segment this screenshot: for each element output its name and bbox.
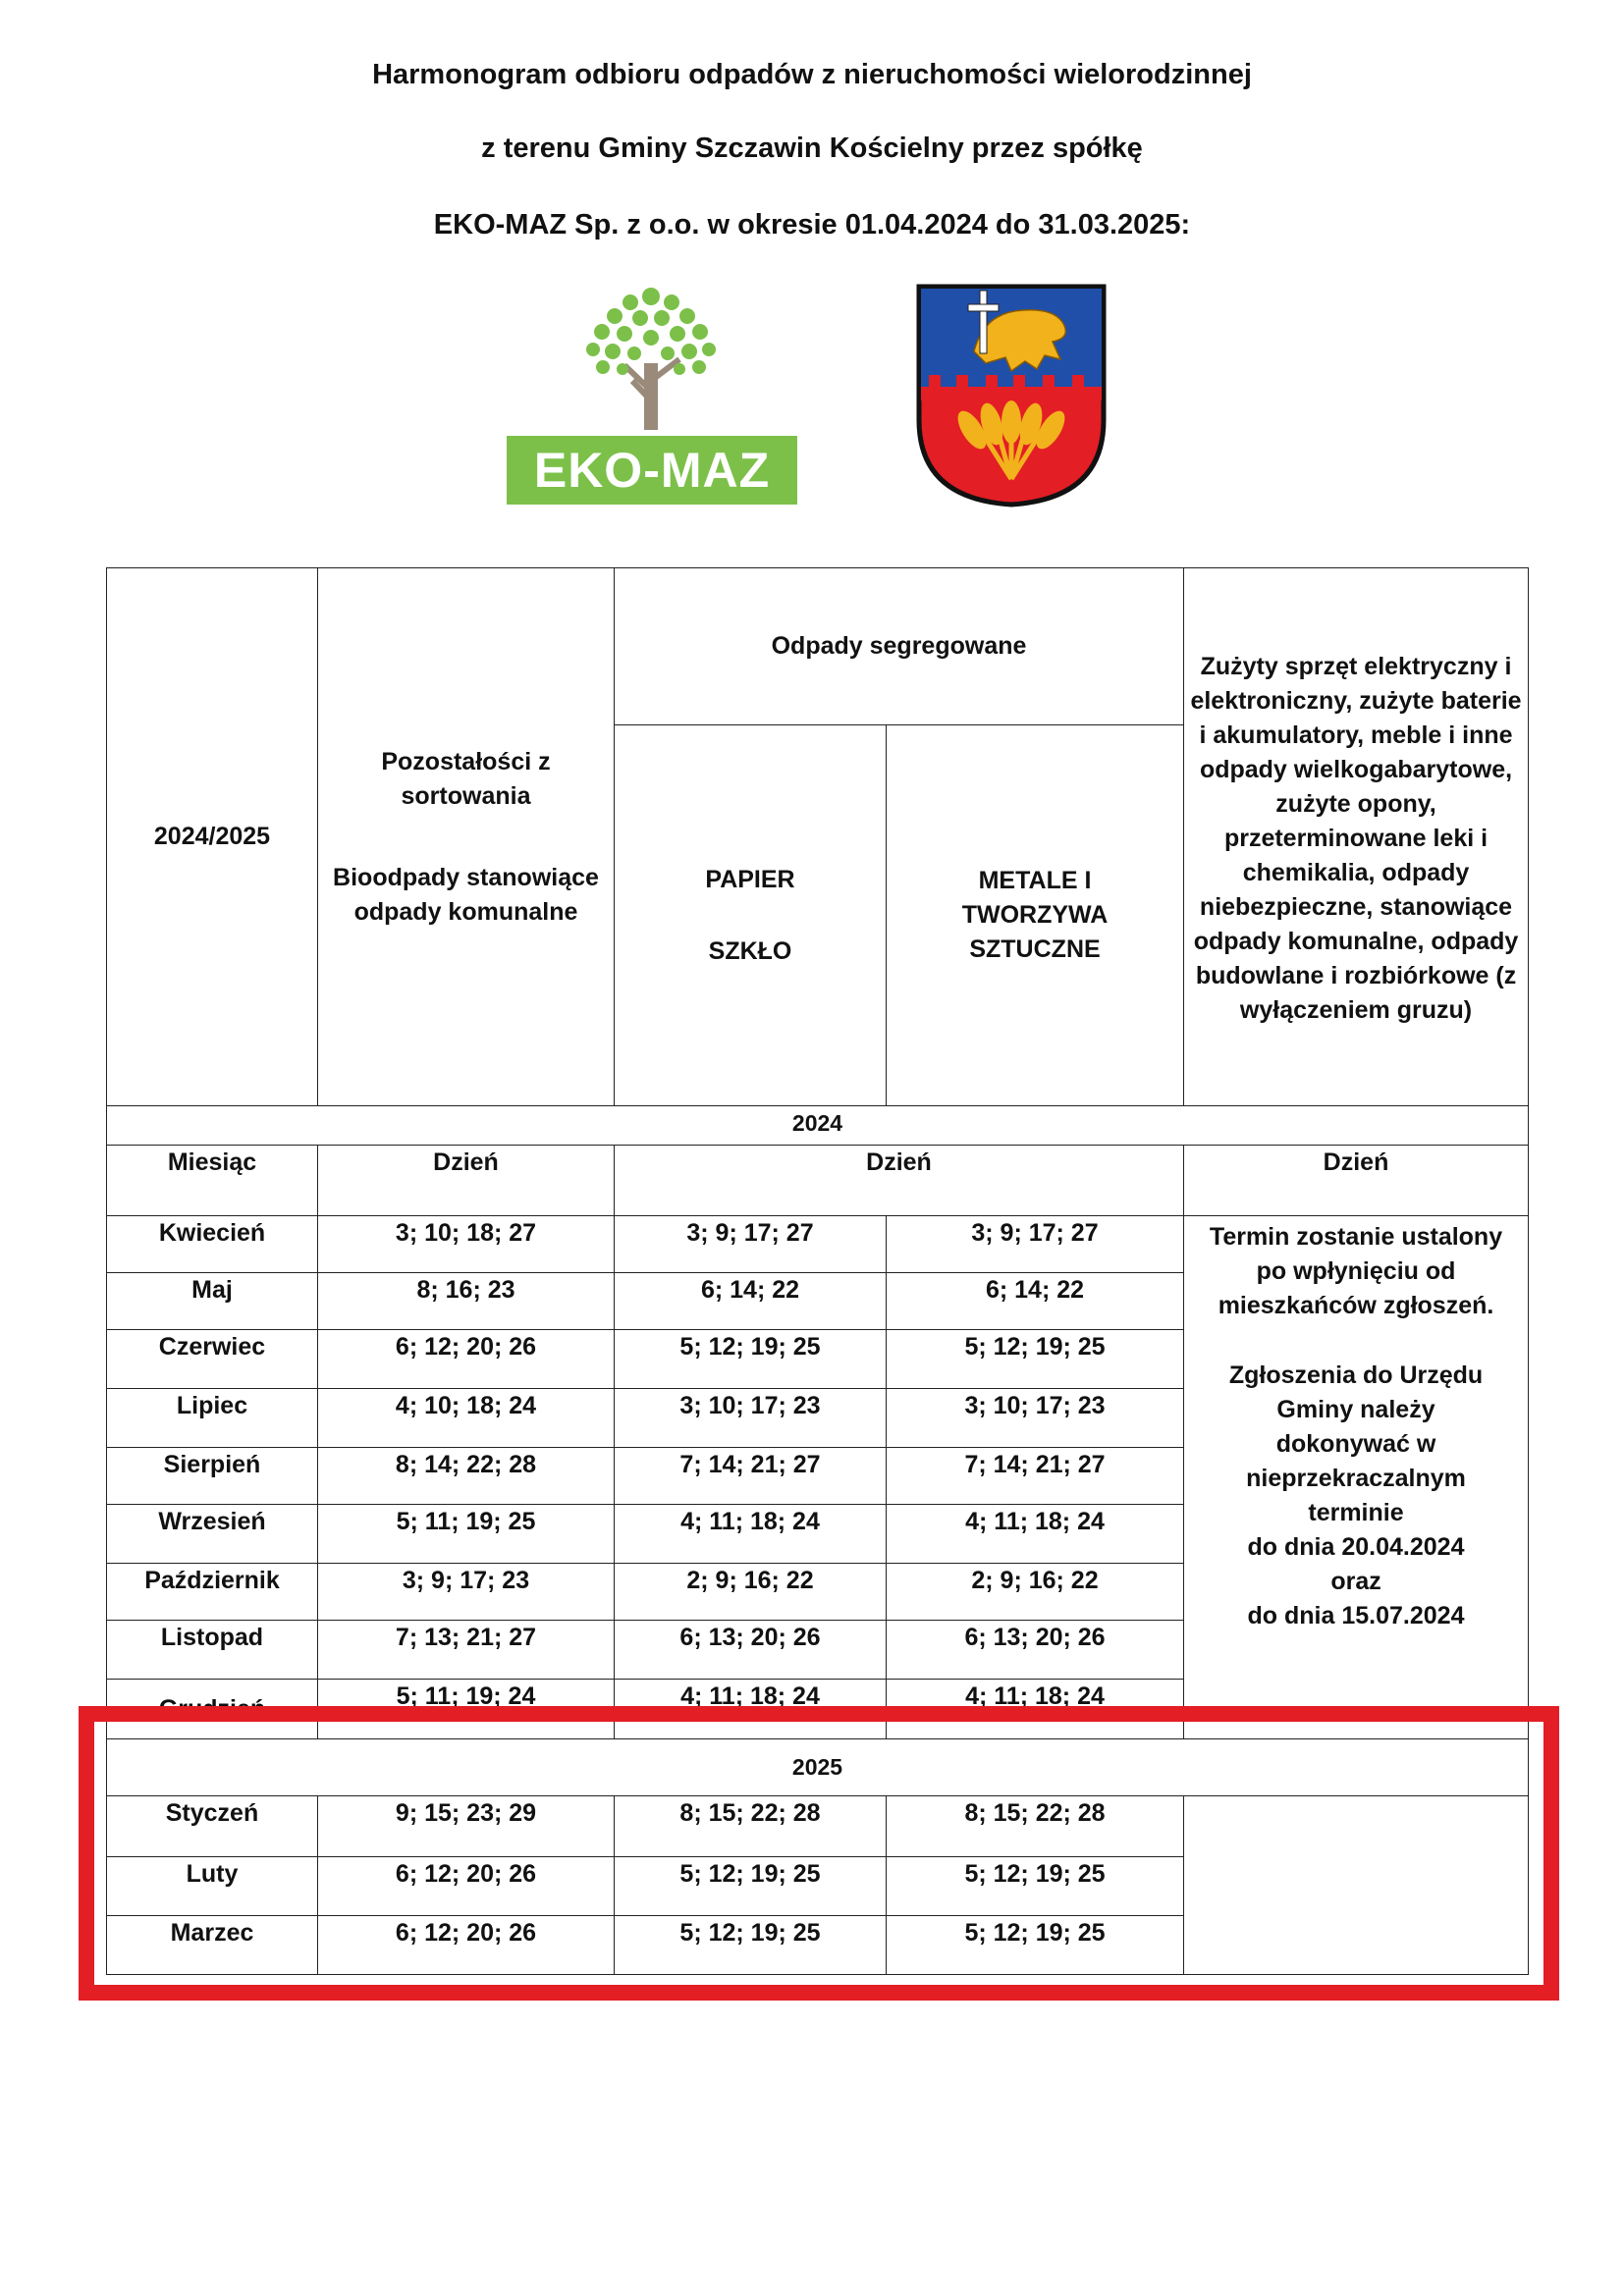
residual-days-cell: 8; 16; 23: [318, 1273, 615, 1330]
paper-glass-days-cell: 5; 12; 19; 25: [615, 1330, 887, 1389]
month-cell: Lipiec: [107, 1389, 318, 1448]
month-cell: Październik: [107, 1564, 318, 1621]
residual-days-cell: 9; 15; 23; 29: [318, 1796, 615, 1857]
paper-glass-days-cell: 6; 14; 22: [615, 1273, 887, 1330]
table-row: [107, 1216, 1529, 1273]
metals-days-cell: 5; 12; 19; 25: [887, 1857, 1184, 1916]
paper-glass-days-cell: 3; 9; 17; 27: [615, 1216, 887, 1273]
month-cell: Marzec: [107, 1916, 318, 1975]
paper-glass-days-cell: 8; 15; 22; 28: [615, 1796, 887, 1857]
year-2025-row: 2025: [107, 1739, 1529, 1796]
month-cell: Grudzień: [107, 1680, 318, 1739]
title-line-1: Harmonogram odbioru odpadów z nieruchomości wielorodzinnej: [372, 59, 1252, 90]
paper-glass-days-cell: 3; 10; 17; 23: [615, 1389, 887, 1448]
month-cell: Czerwiec: [107, 1330, 318, 1389]
month-cell: Maj: [107, 1273, 318, 1330]
glass-header: SZKŁO: [708, 936, 792, 965]
paper-glass-days-cell: 5; 12; 19; 25: [615, 1916, 887, 1975]
paper-header: PAPIER: [705, 865, 795, 893]
month-header: Miesiąc: [107, 1146, 318, 1216]
metals-days-cell: 4; 11; 18; 24: [887, 1680, 1184, 1739]
bio-header: Bioodpady stanowiące odpady komunalne: [333, 863, 599, 926]
metals-days-cell: 6; 13; 20; 26: [887, 1621, 1184, 1680]
residual-days-cell: 8; 14; 22; 28: [318, 1448, 615, 1505]
day-header-1: Dzień: [318, 1146, 615, 1216]
month-cell: Listopad: [107, 1621, 318, 1680]
period-header: 2024/2025: [107, 568, 318, 1106]
metals-days-cell: 6; 14; 22: [887, 1273, 1184, 1330]
residual-days-cell: 7; 13; 21; 27: [318, 1621, 615, 1680]
paper-glass-days-cell: 2; 9; 16; 22: [615, 1564, 887, 1621]
empty-note-cell: [1184, 1796, 1529, 1975]
metals-plastics-header: METALE I TWORZYWA SZTUCZNE: [887, 725, 1184, 1106]
metals-days-cell: 7; 14; 21; 27: [887, 1448, 1184, 1505]
residual-days-cell: 5; 11; 19; 25: [318, 1505, 615, 1564]
year-2024-row: 2024: [107, 1106, 1529, 1146]
residual-days-cell: 3; 10; 18; 27: [318, 1216, 615, 1273]
month-cell: Kwiecień: [107, 1216, 318, 1273]
day-header-2: Dzień: [615, 1146, 1184, 1216]
paper-glass-days-cell: 6; 13; 20; 26: [615, 1621, 887, 1680]
note-deadline-1: do dnia 20.04.2024: [1247, 1533, 1465, 1561]
note-deadline-2: do dnia 15.07.2024: [1247, 1602, 1465, 1629]
metals-days-cell: 8; 15; 22; 28: [887, 1796, 1184, 1857]
residual-days-cell: 6; 12; 20; 26: [318, 1857, 615, 1916]
month-cell: Wrzesień: [107, 1505, 318, 1564]
bulky-note-cell: [1184, 1216, 1529, 1739]
eko-maz-brand-text: EKO-MAZ: [507, 436, 797, 505]
title-line-3: EKO-MAZ Sp. z o.o. w okresie 01.04.2024 do 31.03.2025:: [433, 209, 1191, 240]
metals-days-cell: 3; 10; 17; 23: [887, 1389, 1184, 1448]
paper-glass-days-cell: 7; 14; 21; 27: [615, 1448, 887, 1505]
title-line-2: z terenu Gminy Szczawin Kościelny przez spółkę: [481, 133, 1143, 164]
collection-schedule-table: [106, 567, 1529, 1975]
metals-days-cell: 5; 12; 19; 25: [887, 1330, 1184, 1389]
paper-glass-header: [615, 725, 887, 1106]
residual-days-cell: 6; 12; 20; 26: [318, 1916, 615, 1975]
table-row: [107, 1796, 1529, 1857]
paper-glass-days-cell: 4; 11; 18; 24: [615, 1680, 887, 1739]
month-cell: Luty: [107, 1857, 318, 1916]
eko-maz-logo: [507, 283, 797, 505]
tree-icon: [507, 283, 797, 436]
note-paragraph-2: Zgłoszenia do Urzędu Gminy należy dokonywać w nieprzekraczalnym terminie: [1228, 1362, 1484, 1526]
residual-bio-header: [318, 568, 615, 1106]
metals-days-cell: 4; 11; 18; 24: [887, 1505, 1184, 1564]
residual-days-cell: 6; 12; 20; 26: [318, 1330, 615, 1389]
coat-of-arms-emblem: [915, 283, 1108, 508]
metals-days-cell: 3; 9; 17; 27: [887, 1216, 1184, 1273]
month-cell: Styczeń: [107, 1796, 318, 1857]
residual-days-cell: 3; 9; 17; 23: [318, 1564, 615, 1621]
note-paragraph-1: Termin zostanie ustalony po wpłynięciu od mieszkańców zgłoszeń.: [1209, 1223, 1503, 1319]
segregated-header: Odpady segregowane: [615, 568, 1184, 725]
month-cell: Sierpień: [107, 1448, 318, 1505]
metals-days-cell: 5; 12; 19; 25: [887, 1916, 1184, 1975]
day-header-3: Dzień: [1184, 1146, 1529, 1216]
bulky-waste-header: Zużyty sprzęt elektryczny i elektroniczny, zużyte baterie i akumulatory, meble i inne odpady wielkogabarytowe, zużyte opony, przeterminowane leki i chemikalia, odpady niebezpieczne, stanowiące odpady komunalne, odpady budowlane i rozbiórkowe (z wyłączeniem gruzu): [1184, 568, 1529, 1106]
residual-days-cell: 4; 10; 18; 24: [318, 1389, 615, 1448]
metals-days-cell: 2; 9; 16; 22: [887, 1564, 1184, 1621]
paper-glass-days-cell: 5; 12; 19; 25: [615, 1857, 887, 1916]
residual-days-cell: 5; 11; 19; 24: [318, 1680, 615, 1739]
note-and: oraz: [1330, 1568, 1381, 1595]
residual-header: Pozostałości z sortowania: [381, 747, 551, 810]
paper-glass-days-cell: 4; 11; 18; 24: [615, 1505, 887, 1564]
